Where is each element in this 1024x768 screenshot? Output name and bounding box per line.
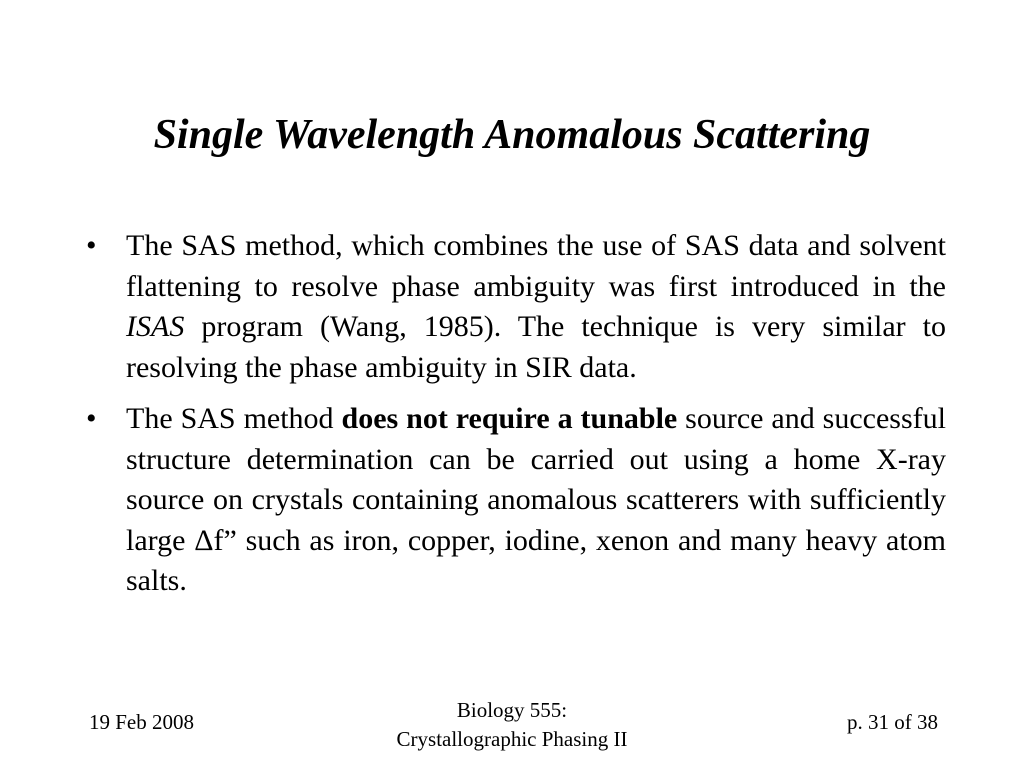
footer-page-number: p. 31 of 38 [847, 710, 938, 734]
bullet-item-sas-method-origin [86, 226, 946, 388]
bullet-marker: • [86, 402, 97, 435]
bullet-item-sas-no-tunable-source [86, 399, 946, 602]
bullet-text-bold: does not require a tunable [341, 402, 678, 435]
bullet-marker: • [86, 229, 97, 262]
footer-course-line1: Biology 555: [456, 698, 568, 722]
bullet-text: The SAS method, which combines the use of SAS data and solvent flattening to resolve phase ambiguity was first introduced in the [126, 229, 946, 303]
bullet-list [86, 226, 946, 613]
footer-course-title [312, 696, 712, 754]
bullet-text-italic: ISAS [126, 310, 185, 343]
bullet-text: program (Wang, 1985). The technique is very similar to resolving the phase ambiguity in SIR data. [126, 310, 946, 384]
bullet-text: The SAS method [126, 402, 342, 435]
slide-title: Single Wavelength Anomalous Scattering [153, 112, 871, 158]
footer-course-line2: Crystallographic Phasing II [396, 727, 628, 751]
footer-date: 19 Feb 2008 [89, 710, 194, 734]
bullet-text: source and successful structure determination can be carried out using a home X-ray source on crystals containing anomalous scatterers with sufficiently large Δf” such as iron, copper, iodine, xenon and many heavy atom salts. [126, 402, 946, 597]
